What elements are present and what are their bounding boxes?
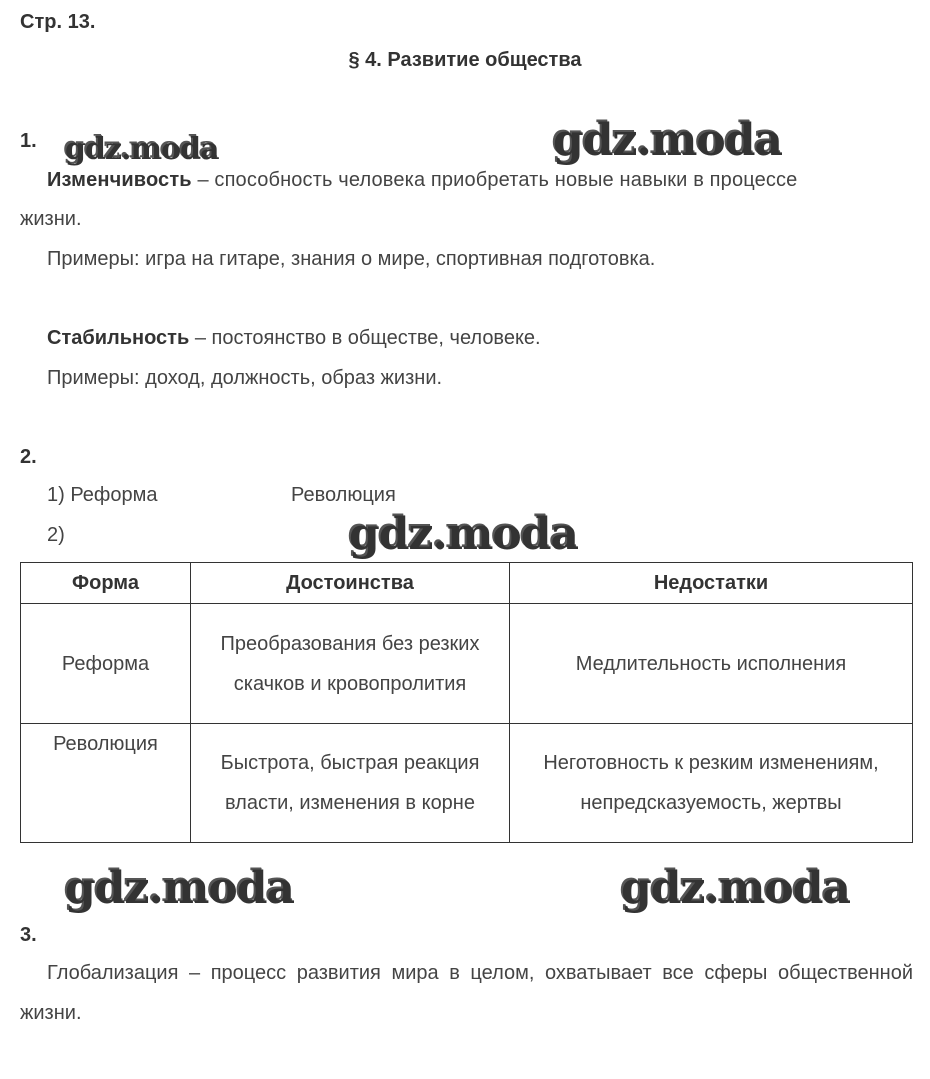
cell-pros: Преобразования без резких скачков и кровопролития <box>191 604 510 724</box>
comparison-table <box>20 562 913 843</box>
table-header-row <box>21 563 913 604</box>
cell-pros: Быстрота, быстрая реакция власти, изменения в корне <box>191 724 510 843</box>
cell-cons: Неготовность к резким изменениям, непредсказуемость, жертвы <box>510 724 913 843</box>
section-title: § 4. Развитие общества <box>348 49 582 71</box>
task-1-number: 1. <box>20 130 37 152</box>
table-row <box>21 724 913 843</box>
task-3-number: 3. <box>20 924 37 946</box>
item-1-right: Революция <box>291 484 396 506</box>
examples-variability: Примеры: игра на гитаре, знания о мире, спортивная подготовка. <box>47 248 656 270</box>
examples-stability: Примеры: доход, должность, образ жизни. <box>47 367 443 389</box>
table-row <box>21 604 913 724</box>
item-1-label: 1) Реформа <box>47 484 158 506</box>
header-pros: Достоинства <box>191 563 510 604</box>
definition-continuation: жизни. <box>20 208 82 230</box>
term-stability: Стабильность <box>47 327 190 349</box>
watermark-logo: gdz.moda <box>64 862 294 913</box>
item-2-label: 2) <box>47 524 65 546</box>
watermark-logo: gdz.moda <box>348 508 578 559</box>
globalization-definition: Глобализация – процесс развития мира в целом, охватывает все сферы общественной жизни. <box>20 962 913 1024</box>
cell-form: Реформа <box>21 604 191 724</box>
task-2-number: 2. <box>20 446 37 468</box>
cell-cons: Медлительность исполнения <box>510 604 913 724</box>
header-form: Форма <box>21 563 191 604</box>
page-label: Стр. 13. <box>20 11 96 33</box>
header-cons: Недостатки <box>510 563 913 604</box>
watermark-logo: gdz.moda <box>620 862 850 913</box>
watermark-logo: gdz.moda <box>64 131 218 166</box>
definition-text: – постоянство в обществе, человеке. <box>189 327 541 349</box>
cell-form: Революция <box>21 724 191 843</box>
watermark-logo: gdz.moda <box>552 114 782 165</box>
definition-variability <box>47 168 797 192</box>
definition-stability <box>47 326 541 350</box>
term-variability: Изменчивость <box>47 169 192 191</box>
definition-text: – способность человека приобретать новые навыки в процессе <box>191 169 798 191</box>
